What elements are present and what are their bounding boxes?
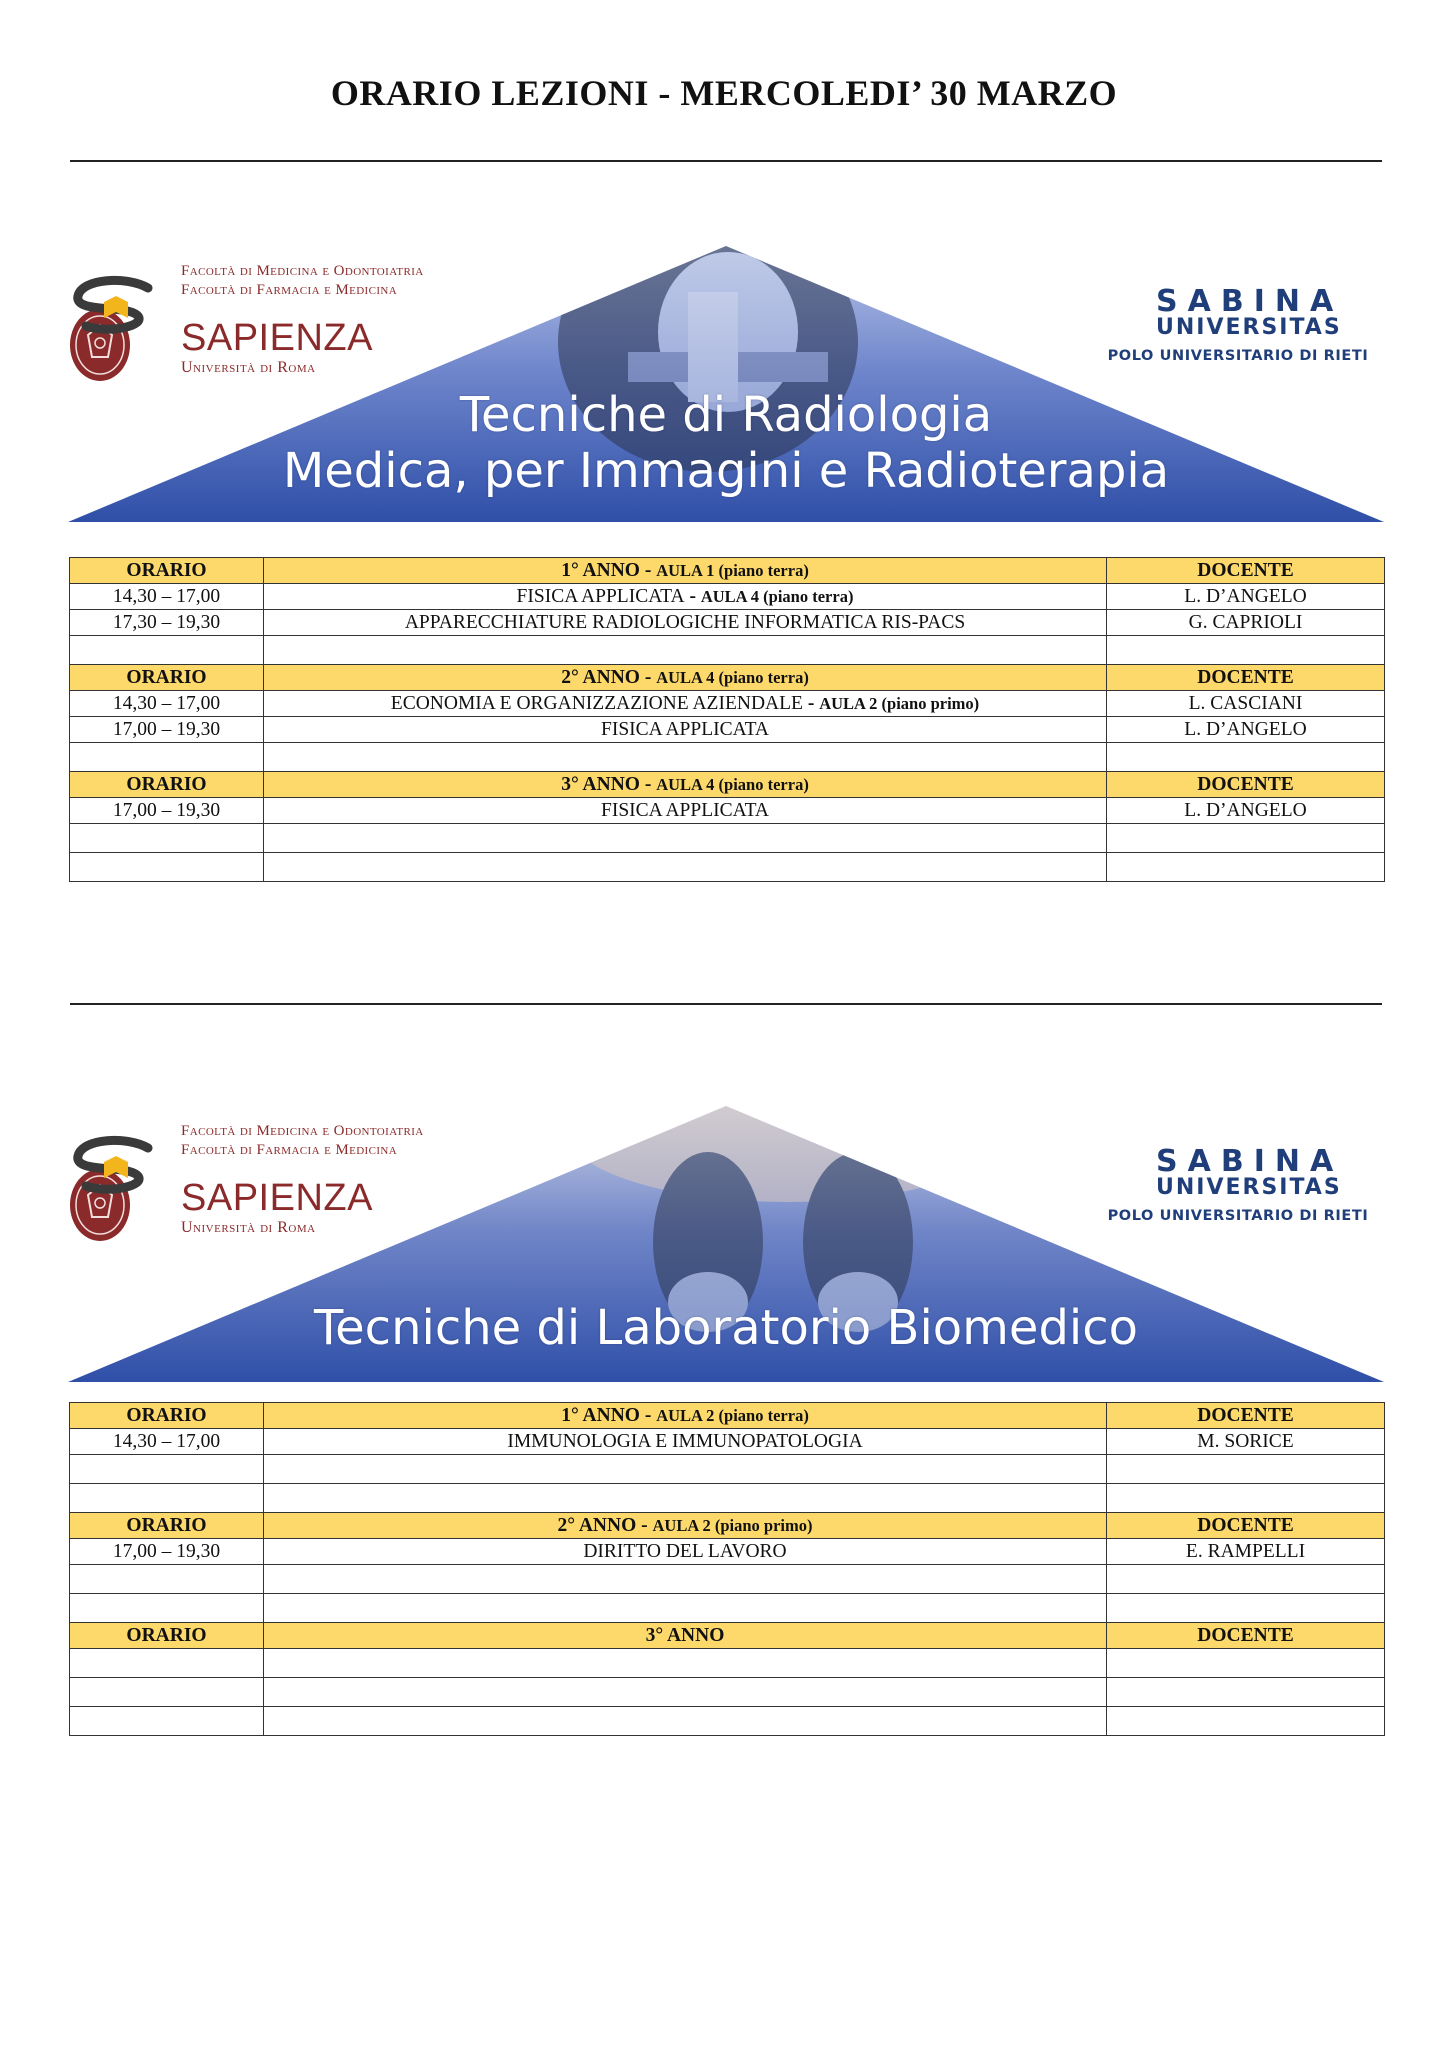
table-row [70, 717, 1385, 743]
empty-row [70, 824, 1385, 853]
time-cell [70, 636, 264, 665]
course-text: ECONOMIA E ORGANIZZAZIONE AZIENDALE [390, 693, 803, 714]
faculty-line-2: Facoltà di Farmacia e Medicina [181, 1142, 398, 1158]
teacher-text: DOCENTE [1197, 1625, 1294, 1646]
time-cell [70, 772, 264, 798]
course-cell [264, 1455, 1107, 1484]
course-cell [264, 610, 1107, 636]
course-text: IMMUNOLOGIA E IMMUNOPATOLOGIA [507, 1431, 863, 1452]
sabina-name: SABINA [1156, 284, 1344, 319]
course-cell [264, 743, 1107, 772]
empty-row [70, 636, 1385, 665]
course-cell [264, 665, 1107, 691]
faculty-line-1: Facoltà di Medicina e Odontoiatria [181, 263, 424, 279]
course-text: 3° ANNO [561, 774, 640, 795]
separator: - [639, 774, 657, 795]
course-text: FISICA APPLICATA [600, 719, 770, 740]
course-cell [264, 798, 1107, 824]
time-cell [70, 1649, 264, 1678]
time-cell [70, 1403, 264, 1429]
separator: - [636, 1515, 653, 1536]
room-text: AULA 4 (piano terra) [656, 775, 809, 794]
time-cell [70, 665, 264, 691]
teacher-cell [1107, 1678, 1385, 1707]
top-divider [70, 160, 1382, 162]
course-cell [264, 636, 1107, 665]
schedule-table-laboratorio [69, 1402, 1385, 1736]
teacher-text: DOCENTE [1197, 774, 1294, 795]
time-cell [70, 1513, 264, 1539]
table-row [70, 610, 1385, 636]
teacher-cell [1107, 1484, 1385, 1513]
empty-row [70, 1678, 1385, 1707]
course-cell [264, 717, 1107, 743]
teacher-cell [1107, 717, 1385, 743]
time-text: 17,00 – 19,30 [112, 719, 221, 740]
table-row [70, 798, 1385, 824]
course-cell [264, 1649, 1107, 1678]
course-cell [264, 1539, 1107, 1565]
course-text: 2° ANNO [561, 667, 640, 688]
schedule-table-radiologia [69, 557, 1385, 882]
course-cell [264, 1623, 1107, 1649]
course-title-line-2: Medica, per Immagini e Radioterapia [282, 443, 1170, 499]
time-text: ORARIO [126, 667, 207, 688]
separator: - [802, 693, 820, 714]
sabina-logo-icon [68, 274, 164, 338]
time-cell [70, 824, 264, 853]
room-text: AULA 2 (piano primo) [819, 694, 980, 713]
teacher-cell [1107, 558, 1385, 584]
teacher-cell [1107, 1623, 1385, 1649]
course-text: APPARECCHIATURE RADIOLOGICHE INFORMATICA RIS-PACS [404, 612, 966, 633]
course-text: FISICA APPLICATA [516, 586, 685, 607]
teacher-cell [1107, 665, 1385, 691]
time-cell [70, 717, 264, 743]
course-text: 3° ANNO [645, 1625, 725, 1646]
time-cell [70, 1707, 264, 1736]
teacher-cell [1107, 824, 1385, 853]
time-text: ORARIO [126, 1625, 207, 1646]
teacher-cell [1107, 610, 1385, 636]
course-cell [264, 558, 1107, 584]
page-title: ORARIO LEZIONI - MERCOLEDI’ 30 MARZO [330, 73, 1118, 113]
empty-row [70, 1707, 1385, 1736]
room-text: AULA 4 (piano terra) [656, 668, 809, 687]
teacher-text: DOCENTE [1197, 1405, 1294, 1426]
teacher-text: G. CAPRIOLI [1188, 612, 1303, 633]
course-banner-laboratorio [68, 1092, 1384, 1382]
time-text: 17,30 – 19,30 [112, 612, 221, 633]
time-cell [70, 691, 264, 717]
course-cell [264, 691, 1107, 717]
sapienza-name: SAPIENZA [181, 1177, 373, 1219]
course-cell [264, 772, 1107, 798]
course-cell [264, 1678, 1107, 1707]
teacher-text: DOCENTE [1197, 1515, 1294, 1536]
table-header-row [70, 772, 1385, 798]
room-text: AULA 4 (piano terra) [700, 587, 854, 606]
empty-row [70, 1594, 1385, 1623]
course-banner-radiologia [68, 232, 1384, 522]
course-cell [264, 584, 1107, 610]
table-row [70, 691, 1385, 717]
course-cell [264, 853, 1107, 882]
time-text: 17,00 – 19,30 [112, 800, 221, 821]
sabina-subtitle: UNIVERSITAS [1156, 315, 1342, 340]
separator: - [639, 1405, 657, 1426]
table-row [70, 1539, 1385, 1565]
teacher-text: E. RAMPELLI [1185, 1541, 1306, 1562]
teacher-cell [1107, 584, 1385, 610]
sapienza-subtitle: Università di Roma [181, 1219, 316, 1236]
teacher-cell [1107, 636, 1385, 665]
teacher-text: L. D’ANGELO [1184, 719, 1307, 740]
sabina-tagline: POLO UNIVERSITARIO DI RIETI [1107, 348, 1369, 364]
table-header-row [70, 558, 1385, 584]
room-text: AULA 1 (piano terra) [656, 561, 809, 580]
course-text: FISICA APPLICATA [600, 800, 770, 821]
teacher-cell [1107, 853, 1385, 882]
time-cell [70, 853, 264, 882]
teacher-cell [1107, 1649, 1385, 1678]
teacher-text: L. D’ANGELO [1184, 800, 1307, 821]
section-divider [70, 1003, 1382, 1005]
teacher-cell [1107, 798, 1385, 824]
teacher-cell [1107, 1539, 1385, 1565]
teacher-cell [1107, 1594, 1385, 1623]
course-text: 2° ANNO [557, 1515, 637, 1536]
course-cell [264, 1429, 1107, 1455]
time-cell [70, 610, 264, 636]
time-cell [70, 1623, 264, 1649]
empty-row [70, 1455, 1385, 1484]
room-text: AULA 2 (piano terra) [656, 1406, 809, 1425]
teacher-cell [1107, 743, 1385, 772]
course-text: 1° ANNO [561, 1405, 640, 1426]
empty-row [70, 853, 1385, 882]
time-cell [70, 1565, 264, 1594]
separator: - [639, 667, 657, 688]
time-cell [70, 558, 264, 584]
time-text: ORARIO [126, 560, 207, 581]
time-cell [70, 584, 264, 610]
table-header-row [70, 1623, 1385, 1649]
empty-row [70, 743, 1385, 772]
separator: - [684, 586, 701, 607]
teacher-cell [1107, 1455, 1385, 1484]
teacher-cell [1107, 1403, 1385, 1429]
time-cell [70, 1455, 264, 1484]
faculty-line-1: Facoltà di Medicina e Odontoiatria [181, 1123, 424, 1139]
course-text: 1° ANNO [561, 560, 640, 581]
room-text: AULA 2 (piano primo) [652, 1516, 813, 1535]
course-cell [264, 1513, 1107, 1539]
time-text: 17,00 – 19,30 [112, 1541, 221, 1562]
time-text: ORARIO [126, 1405, 207, 1426]
course-cell [264, 1707, 1107, 1736]
table-row [70, 1429, 1385, 1455]
separator: - [639, 560, 657, 581]
table-header-row [70, 665, 1385, 691]
table-header-row [70, 1513, 1385, 1539]
teacher-text: DOCENTE [1197, 560, 1294, 581]
table-row [70, 584, 1385, 610]
empty-row [70, 1649, 1385, 1678]
teacher-text: L. D’ANGELO [1184, 586, 1307, 607]
sabina-subtitle: UNIVERSITAS [1156, 1175, 1342, 1200]
empty-row [70, 1484, 1385, 1513]
teacher-cell [1107, 1565, 1385, 1594]
empty-row [70, 1565, 1385, 1594]
time-text: 14,30 – 17,00 [112, 693, 221, 714]
course-title-line-1: Tecniche di Radiologia [459, 387, 993, 443]
table-header-row [70, 1403, 1385, 1429]
time-cell [70, 743, 264, 772]
sapienza-subtitle: Università di Roma [181, 359, 316, 376]
sabina-tagline: POLO UNIVERSITARIO DI RIETI [1107, 1208, 1369, 1224]
time-text: 14,30 – 17,00 [112, 1431, 221, 1452]
faculty-line-2: Facoltà di Farmacia e Medicina [181, 282, 398, 298]
time-cell [70, 798, 264, 824]
teacher-text: M. SORICE [1197, 1431, 1294, 1452]
course-cell [264, 1484, 1107, 1513]
teacher-cell [1107, 1513, 1385, 1539]
course-cell [264, 1594, 1107, 1623]
sapienza-name: SAPIENZA [181, 317, 373, 359]
course-cell [264, 824, 1107, 853]
teacher-text: DOCENTE [1197, 667, 1294, 688]
course-title-line-1: Tecniche di Laboratorio Biomedico [313, 1300, 1138, 1356]
time-text: ORARIO [126, 774, 207, 795]
teacher-cell [1107, 1429, 1385, 1455]
course-text: DIRITTO DEL LAVORO [583, 1541, 787, 1562]
time-cell [70, 1429, 264, 1455]
time-text: ORARIO [126, 1515, 207, 1536]
course-cell [264, 1403, 1107, 1429]
teacher-cell [1107, 772, 1385, 798]
time-text: 14,30 – 17,00 [112, 586, 221, 607]
teacher-text: L. CASCIANI [1188, 693, 1303, 714]
course-cell [264, 1565, 1107, 1594]
teacher-cell [1107, 691, 1385, 717]
sabina-name: SABINA [1156, 1144, 1344, 1179]
time-cell [70, 1484, 264, 1513]
teacher-cell [1107, 1707, 1385, 1736]
sabina-logo-icon [68, 1134, 164, 1198]
time-cell [70, 1678, 264, 1707]
time-cell [70, 1594, 264, 1623]
time-cell [70, 1539, 264, 1565]
